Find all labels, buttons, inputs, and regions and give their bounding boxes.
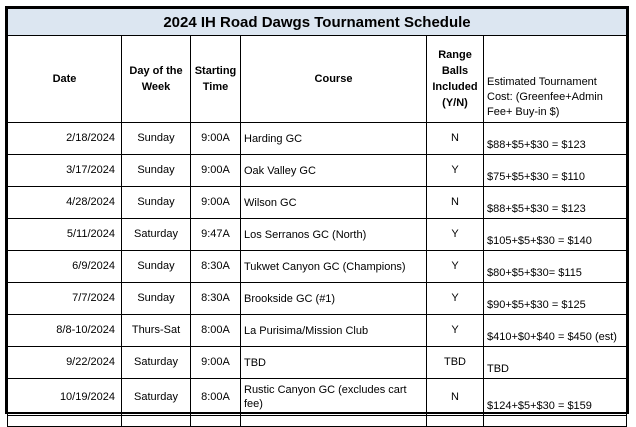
cell-time: 9:47A [191,219,241,251]
cell-day: Saturday [122,379,191,416]
cell-range: N [427,123,484,155]
cell-range: Y [427,155,484,187]
cell-day: Sunday [122,283,191,315]
table-row [8,219,627,251]
cell-course: Los Serranos GC (North) [241,219,427,251]
cell-course: TBD [241,347,427,379]
schedule-table [7,8,627,427]
cell-date: 10/19/2024 [8,379,122,416]
cell-range: Y [427,283,484,315]
cell-day: Saturday [122,219,191,251]
cell-range: Y [427,315,484,347]
cell-cost: $105+$5+$30 = $140 [484,219,627,251]
cell-time: 8:00A [191,379,241,416]
table-row [8,123,627,155]
blank-cell [484,416,627,427]
cell-range: TBD [427,347,484,379]
cell-cost: $124+$5+$30 = $159 [484,379,627,416]
cell-cost: $75+$5+$30 = $110 [484,155,627,187]
cell-cost: $88+$5+$30 = $123 [484,123,627,155]
cell-date: 8/8-10/2024 [8,315,122,347]
cell-course: Harding GC [241,123,427,155]
header-time: Starting Time [191,36,241,123]
cell-date: 7/7/2024 [8,283,122,315]
cell-day: Saturday [122,347,191,379]
cell-time: 8:30A [191,251,241,283]
cell-range: Y [427,251,484,283]
cell-cost: $88+$5+$30 = $123 [484,187,627,219]
cell-date: 2/18/2024 [8,123,122,155]
cell-range: N [427,379,484,416]
header-day: Day of the Week [122,36,191,123]
blank-cell [122,416,191,427]
cell-date: 5/11/2024 [8,219,122,251]
cell-date: 4/28/2024 [8,187,122,219]
cell-day: Sunday [122,251,191,283]
cell-day: Sunday [122,155,191,187]
cell-cost: $80+$5+$30= $115 [484,251,627,283]
cell-time: 9:00A [191,123,241,155]
cell-date: 3/17/2024 [8,155,122,187]
blank-cell [191,416,241,427]
cell-course: Rustic Canyon GC (excludes cart fee) [241,379,427,416]
cell-day: Sunday [122,187,191,219]
header-range: Range Balls Included (Y/N) [427,36,484,123]
header-course: Course [241,36,427,123]
cell-course: Tukwet Canyon GC (Champions) [241,251,427,283]
table-row [8,315,627,347]
cell-time: 8:00A [191,315,241,347]
cell-time: 9:00A [191,347,241,379]
table-row [8,251,627,283]
cell-cost: $410+$0+$40 = $450 (est) [484,315,627,347]
header-cost: Estimated Tournament Cost: (Greenfee+Admin Fee+ Buy-in $) [484,36,627,123]
blank-row [8,416,627,427]
cell-course: Oak Valley GC [241,155,427,187]
header-date: Date [8,36,122,123]
blank-cell [241,416,427,427]
cell-course: La Purisima/Mission Club [241,315,427,347]
cell-day: Thurs-Sat [122,315,191,347]
schedule-sheet [5,6,629,414]
header-row [8,36,627,123]
blank-cell [8,416,122,427]
cell-date: 9/22/2024 [8,347,122,379]
cell-time: 9:00A [191,187,241,219]
table-row [8,187,627,219]
cell-time: 8:30A [191,283,241,315]
cell-course: Wilson GC [241,187,427,219]
page-title: 2024 IH Road Dawgs Tournament Schedule [8,9,627,36]
table-row [8,379,627,416]
blank-cell [427,416,484,427]
cell-cost: $90+$5+$30 = $125 [484,283,627,315]
table-row [8,283,627,315]
cell-cost: TBD [484,347,627,379]
table-row [8,347,627,379]
cell-time: 9:00A [191,155,241,187]
cell-course: Brookside GC (#1) [241,283,427,315]
cell-range: Y [427,219,484,251]
cell-day: Sunday [122,123,191,155]
cell-date: 6/9/2024 [8,251,122,283]
title-row [8,9,627,36]
cell-range: N [427,187,484,219]
table-row [8,155,627,187]
